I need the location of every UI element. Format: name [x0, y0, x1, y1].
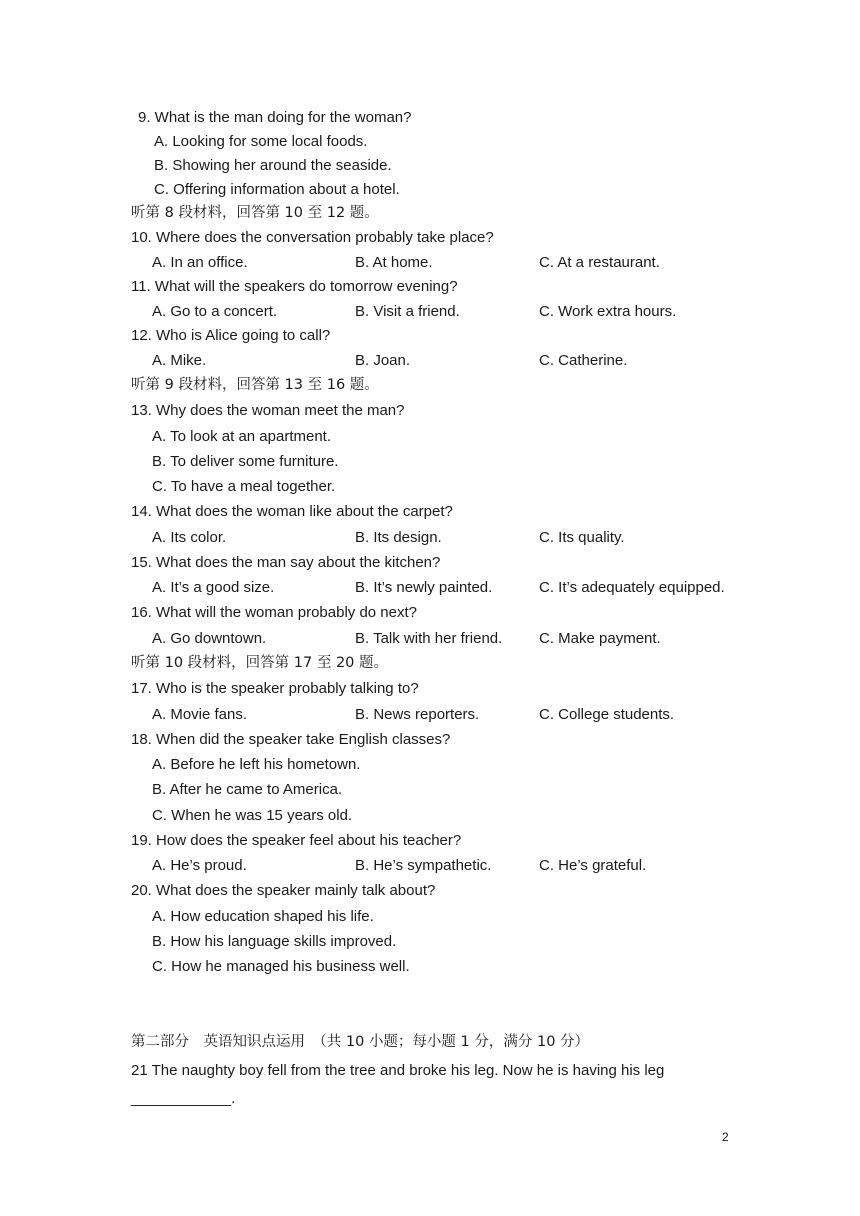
question-11: 11. What will the speakers do tomorrow evening?: [131, 278, 458, 295]
q19-option-b: B. He’s sympathetic.: [355, 857, 492, 874]
q13-option-c: C. To have a meal together.: [152, 478, 336, 495]
q16-option-c: C. Make payment.: [539, 630, 661, 647]
q12-option-c: C. Catherine.: [539, 352, 628, 369]
section-8-instruction: 听第 8 段材料，回答第 10 至 12 题。: [131, 205, 379, 221]
q18-option-a: A. Before he left his hometown.: [152, 756, 361, 773]
question-19: 19. How does the speaker feel about his teacher?: [131, 832, 462, 849]
q15-option-b: B. It’s newly painted.: [355, 579, 493, 596]
question-17: 17. Who is the speaker probably talking to?: [131, 680, 419, 697]
section-9-instruction: 听第 9 段材料，回答第 13 至 16 题。: [131, 377, 379, 393]
page-number: 2: [722, 1130, 729, 1144]
question-21-line-1: 21 The naughty boy fell from the tree and broke his leg. Now he is having his leg: [131, 1062, 665, 1079]
q13-option-a: A. To look at an apartment.: [152, 428, 331, 445]
q17-option-c: C. College students.: [539, 706, 675, 723]
q10-option-b: B. At home.: [355, 254, 433, 271]
q18-option-b: B. After he came to America.: [152, 781, 343, 798]
q20-option-a: A. How education shaped his life.: [152, 908, 374, 925]
q10-option-c: C. At a restaurant.: [539, 254, 660, 271]
question-12: 12. Who is Alice going to call?: [131, 327, 331, 344]
q15-option-c: C. It’s adequately equipped.: [539, 579, 725, 596]
q11-option-a: A. Go to a concert.: [152, 303, 278, 320]
q20-option-b: B. How his language skills improved.: [152, 933, 397, 950]
q14-option-b: B. Its design.: [355, 529, 442, 546]
question-14: 14. What does the woman like about the carpet?: [131, 503, 453, 520]
section-10-instruction: 听第 10 段材料，回答第 17 至 20 题。: [131, 655, 389, 671]
q9-option-a: A. Looking for some local foods.: [154, 133, 368, 150]
question-15: 15. What does the man say about the kitchen?: [131, 554, 441, 571]
question-13: 13. Why does the woman meet the man?: [131, 402, 405, 419]
q12-option-b: B. Joan.: [355, 352, 411, 369]
part-2-heading: 第二部分 英语知识点运用 （共 10 小题；每小题 1 分，满分 10 分）: [131, 1034, 590, 1050]
q14-option-c: C. Its quality.: [539, 529, 625, 546]
q19-option-a: A. He’s proud.: [152, 857, 247, 874]
q15-option-a: A. It’s a good size.: [152, 579, 275, 596]
q20-option-c: C. How he managed his business well.: [152, 958, 410, 975]
q17-option-a: A. Movie fans.: [152, 706, 248, 723]
q10-option-a: A. In an office.: [152, 254, 248, 271]
q11-option-b: B. Visit a friend.: [355, 303, 460, 320]
q9-option-b: B. Showing her around the seaside.: [154, 157, 392, 174]
q12-option-a: A. Mike.: [152, 352, 207, 369]
question-9: 9. What is the man doing for the woman?: [138, 109, 412, 126]
q16-option-b: B. Talk with her friend.: [355, 630, 503, 647]
q11-option-c: C. Work extra hours.: [539, 303, 677, 320]
q19-option-c: C. He’s grateful.: [539, 857, 647, 874]
question-21-blank: ____________.: [131, 1090, 236, 1107]
question-10: 10. Where does the conversation probably take place?: [131, 229, 494, 246]
q13-option-b: B. To deliver some furniture.: [152, 453, 339, 470]
question-16: 16. What will the woman probably do next?: [131, 604, 417, 621]
question-20: 20. What does the speaker mainly talk about?: [131, 882, 436, 899]
q16-option-a: A. Go downtown.: [152, 630, 267, 647]
q17-option-b: B. News reporters.: [355, 706, 480, 723]
q18-option-c: C. When he was 15 years old.: [152, 807, 353, 824]
question-18: 18. When did the speaker take English classes?: [131, 731, 451, 748]
q14-option-a: A. Its color.: [152, 529, 227, 546]
q9-option-c: C. Offering information about a hotel.: [154, 181, 400, 198]
